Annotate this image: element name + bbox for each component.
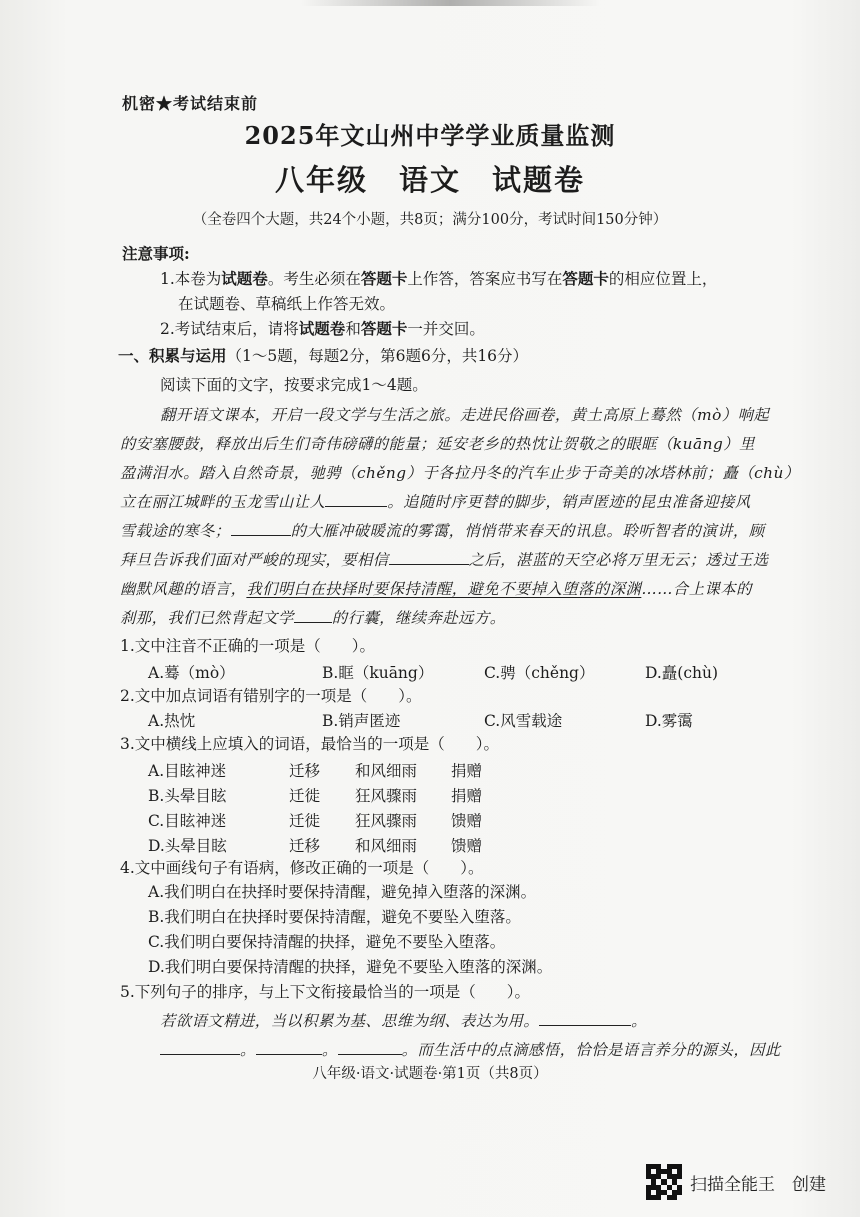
q3-option-a-word2: 迁移: [289, 762, 321, 780]
q1-option-a: A.蓦（mò）: [148, 664, 235, 682]
fill-blank: [160, 1040, 240, 1055]
q3-option-b: B.头晕目眩: [148, 787, 227, 805]
fill-blank: [539, 1011, 631, 1026]
q4-option-d: D.我们明白要保持清醒的抉择，避免不要坠入堕落的深渊。: [148, 958, 553, 976]
confidential-mark: 机密★考试结束前: [122, 94, 259, 113]
exam-info: （全卷四个大题，共24个小题，共8页；满分100分，考试时间150分钟）: [192, 212, 668, 228]
q1-option-c: C.骋（chěng）: [484, 664, 595, 682]
section-1-heading: 一、积累与运用（1～5题，每题2分，第6题6分，共16分）: [118, 346, 529, 365]
q3-option-b-word2: 迁徙: [289, 787, 321, 805]
note-1: 1.本卷为试题卷。考生必须在答题卡上作答，答案应书写在答题卡的相应位置上，: [160, 269, 718, 288]
q3-option-a: A.目眩神迷: [148, 762, 227, 780]
q2-option-c: C.风雪载途: [484, 712, 563, 730]
question-3-stem: 3.文中横线上应填入的词语，最恰当的一项是（ ）。: [120, 735, 500, 753]
passage-line: 刹那，我们已然背起文学 的行囊，继续奔赴远方。: [120, 609, 506, 627]
qr-code-icon: [646, 1164, 682, 1200]
exam-subtitle: 八年级 语文 试题卷: [274, 163, 585, 197]
passage-line: 幽默风趣的语言，我们明白在抉择时要保持清醒，避免不要掉入堕落的深渊……合上课本的: [120, 580, 752, 598]
fill-blank: [294, 608, 332, 623]
q4-option-a: A.我们明白在抉择时要保持清醒，避免掉入堕落的深渊。: [148, 883, 537, 901]
exam-title: 2025年文山州中学学业质量监测: [244, 121, 616, 150]
note-2: 2.考试结束后，请将试题卷和答题卡一并交回。: [160, 319, 485, 338]
q1-option-b: B.眶（kuāng）: [322, 664, 434, 682]
notes-heading: 注意事项:: [122, 244, 190, 263]
q3-option-c-word3: 狂风骤雨: [355, 812, 418, 830]
question-1-stem: 1.文中注音不正确的一项是（ ）。: [120, 637, 376, 655]
fill-blank: [256, 1040, 322, 1055]
passage-line: 的安塞腰鼓，释放出后生们奇伟磅礴的能量；延安老乡的热忱让贺敬之的眼眶（kuāng）里: [120, 435, 755, 453]
q3-option-c: C.目眩神迷: [148, 812, 227, 830]
note-1-cont: 在试题卷、草稿纸上作答无效。: [178, 295, 396, 313]
question-4-stem: 4.文中画线句子有语病，修改正确的一项是（ ）。: [120, 859, 484, 877]
q4-option-c: C.我们明白要保持清醒的抉择，避免不要坠入堕落。: [148, 933, 506, 951]
q3-option-d: D.头晕目眩: [148, 837, 227, 855]
section-1-instruction: 阅读下面的文字，按要求完成1～4题。: [160, 376, 428, 394]
q3-option-b-word4: 捐赠: [451, 787, 483, 805]
q2-option-d: D.雾霭: [645, 712, 693, 730]
fill-blank: [231, 521, 291, 536]
page-footer: 八年级·语文·试题卷·第1页（共8页）: [312, 1066, 548, 1082]
q3-option-d-word2: 迁移: [289, 837, 321, 855]
q2-option-b: B.销声匿迹: [322, 712, 401, 730]
q3-option-c-word2: 迁徙: [289, 812, 321, 830]
q2-option-a: A.热忱: [148, 712, 196, 730]
q3-option-b-word3: 狂风骤雨: [355, 787, 418, 805]
passage-line: 翻开语文课本，开启一段文学与生活之旅。走进民俗画卷，黄土高原上蓦然（mò）响起: [160, 406, 770, 424]
q3-option-c-word4: 馈赠: [451, 812, 483, 830]
passage-line: 盈满泪水。踏入自然奇景，驰骋（chěng）于各拉丹冬的汽车止步于奇美的冰塔林前；矗（chù）: [120, 464, 800, 482]
q3-option-a-word3: 和风细雨: [355, 762, 418, 780]
q1-option-d: D.矗(chù): [645, 664, 719, 682]
passage-line: 拜旦告诉我们面对严峻的现实，要相信 之后，湛蓝的天空必将万里无云；透过王选: [120, 551, 769, 569]
scanner-label: 扫描全能王 创建: [690, 1174, 826, 1195]
underlined-sentence: 我们明白在抉择时要保持清醒，避免不要掉入堕落的深渊: [246, 580, 642, 598]
passage-line: 雪载途的寒冬； 的大雁冲破暖流的雾霭，悄悄带来春天的讯息。聆听智者的演讲，顾: [120, 522, 765, 540]
q5-passage-line: 若欲语文精进，当以积累为基、思维为纲、表达为用。 。: [160, 1012, 647, 1030]
q3-option-a-word4: 捐赠: [451, 762, 483, 780]
q4-option-b: B.我们明白在抉择时要保持清醒，避免不要坠入堕落。: [148, 908, 521, 926]
q3-option-d-word3: 和风细雨: [355, 837, 418, 855]
fill-blank: [325, 492, 387, 507]
scanner-watermark: [646, 1163, 826, 1201]
question-5-stem: 5.下列句子的排序，与上下文衔接最恰当的一项是（ ）。: [120, 983, 531, 1001]
passage-line: 立在丽江城畔的玉龙雪山让人 。追随时序更替的脚步，销声匿迹的昆虫准备迎接风: [120, 493, 751, 511]
q3-option-d-word4: 馈赠: [451, 837, 483, 855]
q5-passage-line: 。 。 。而生活中的点滴感悟，恰恰是语言养分的源头，因此: [160, 1040, 781, 1060]
question-2-stem: 2.文中加点词语有错别字的一项是（ ）。: [120, 687, 422, 705]
scan-shadow: [300, 0, 600, 6]
fill-blank: [389, 550, 469, 565]
fill-blank: [338, 1040, 402, 1055]
